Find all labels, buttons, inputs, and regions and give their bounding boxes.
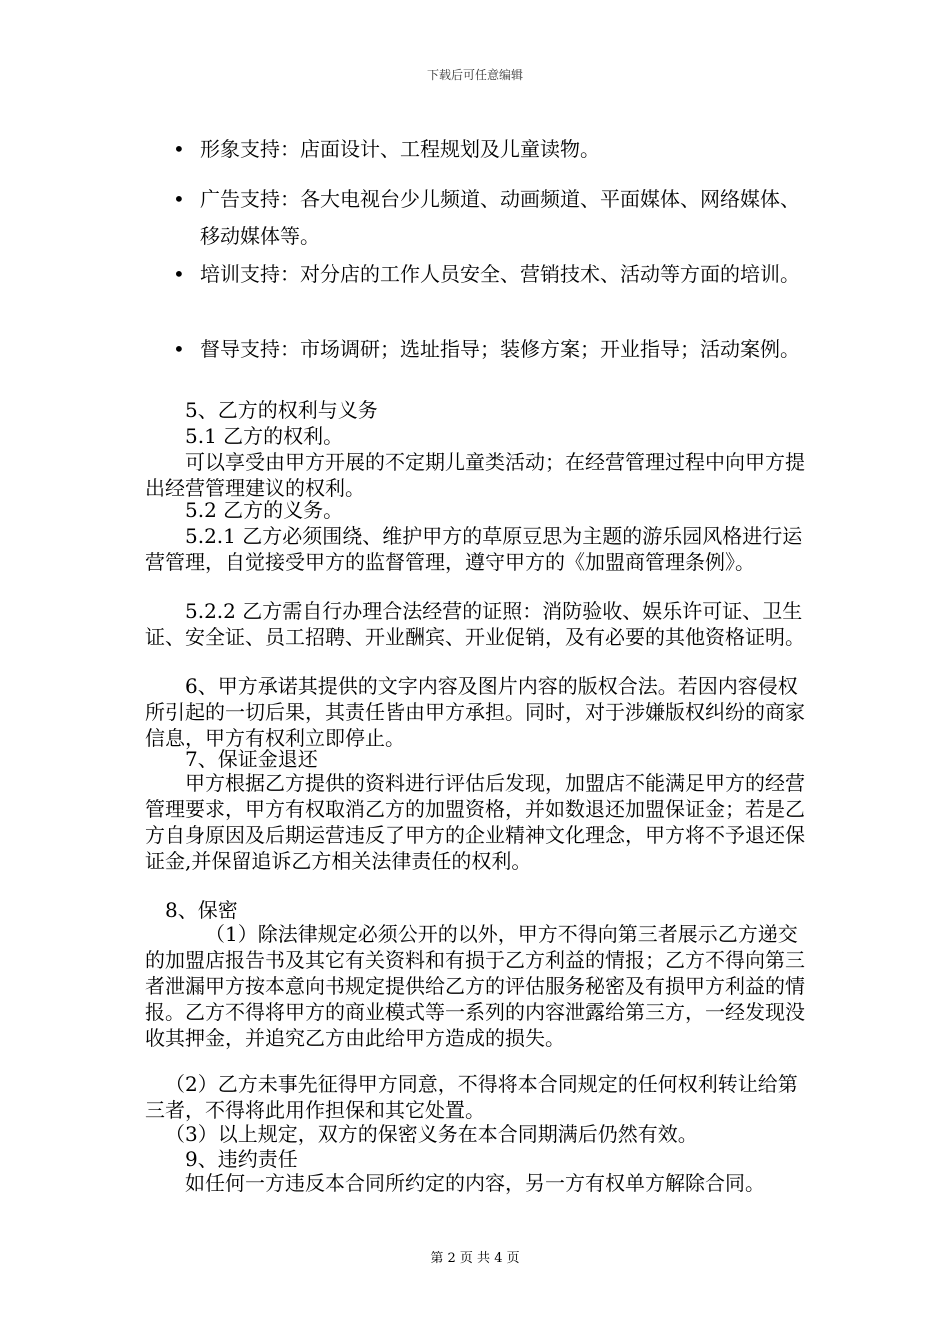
section-heading: 9、违约责任	[185, 1147, 298, 1171]
list-item	[173, 331, 810, 368]
list-item	[173, 131, 810, 168]
section-heading: 8、保密	[165, 898, 238, 922]
list-item-text: 督导支持：市场调研；选址指导；装修方案；开业指导；活动案例。	[200, 337, 800, 361]
paragraph: 可以享受由甲方开展的不定期儿童类活动；在经营管理过程中向甲方提出经营管理建议的权利。	[145, 450, 805, 500]
bullet-icon: •	[173, 187, 185, 211]
paragraph: （2）乙方未事先征得甲方同意，不得将本合同规定的任何权利转让给第三者，不得将此用作担保和其它处置。	[145, 1072, 798, 1122]
list-item-text: 培训支持：对分店的工作人员安全、营销技术、活动等方面的培训。	[200, 262, 800, 286]
paragraph: （1）除法律规定必须公开的以外，甲方不得向第三者展示乙方递交的加盟店报告书及其它有关资料和有损于乙方利益的情报；乙方不得向第三者泄漏甲方按本意向书规定提供给乙方的评估服务秘密及有损甲方利益的情报。乙方不得将甲方的商业模式等一系列的内容泄露给第三方，一经发现没收其押金，并追究乙方由此给甲方造成的损失。	[145, 922, 805, 1050]
subsection-heading: 5.2 乙方的义务。	[185, 498, 344, 522]
list-item	[173, 256, 810, 293]
list-item	[173, 181, 810, 255]
paragraph: 5.2.2 乙方需自行办理合法经营的证照：消防验收、娱乐许可证、卫生证、安全证、员工招聘、开业酬宾、开业促销，及有必要的其他资格证明。	[145, 599, 805, 649]
paragraph: 5.2.1 乙方必须围绕、维护甲方的草原豆思为主题的游乐园风格进行运营管理，自觉接受甲方的监督管理，遵守甲方的《加盟商管理条例》。	[145, 524, 803, 574]
bullet-icon: •	[173, 262, 185, 286]
list-item-text: 广告支持：各大电视台少儿频道、动画频道、平面媒体、网络媒体、移动媒体等。	[200, 187, 800, 248]
bullet-icon: •	[173, 137, 185, 161]
bullet-icon: •	[173, 337, 185, 361]
paragraph: 如任何一方违反本合同所约定的内容，另一方有权单方解除合同。	[185, 1171, 765, 1195]
section-heading: 5、乙方的权利与义务	[185, 398, 378, 422]
paragraph: （3）以上规定，双方的保密义务在本合同期满后仍然有效。	[165, 1122, 698, 1146]
paragraph: 甲方根据乙方提供的资料进行评估后发现，加盟店不能满足甲方的经营管理要求，甲方有权取消乙方的加盟资格，并如数退还加盟保证金；若是乙方自身原因及后期运营违反了甲方的企业精神文化理念，甲方将不予退还保证金,并保留追诉乙方相关法律责任的权利。	[145, 771, 805, 873]
paragraph: 6、甲方承诺其提供的文字内容及图片内容的版权合法。若因内容侵权所引起的一切后果，其责任皆由甲方承担。同时，对于涉嫌版权纠纷的商家信息，甲方有权利立即停止。	[145, 674, 805, 750]
page-footer: 第 2 页 共 4 页	[430, 1251, 520, 1266]
subsection-heading: 5.1 乙方的权利。	[185, 424, 344, 448]
page-header: 下载后可任意编辑	[426, 68, 523, 82]
list-item-text: 形象支持：店面设计、工程规划及儿童读物。	[200, 137, 600, 161]
section-heading: 7、保证金退还	[185, 747, 318, 771]
